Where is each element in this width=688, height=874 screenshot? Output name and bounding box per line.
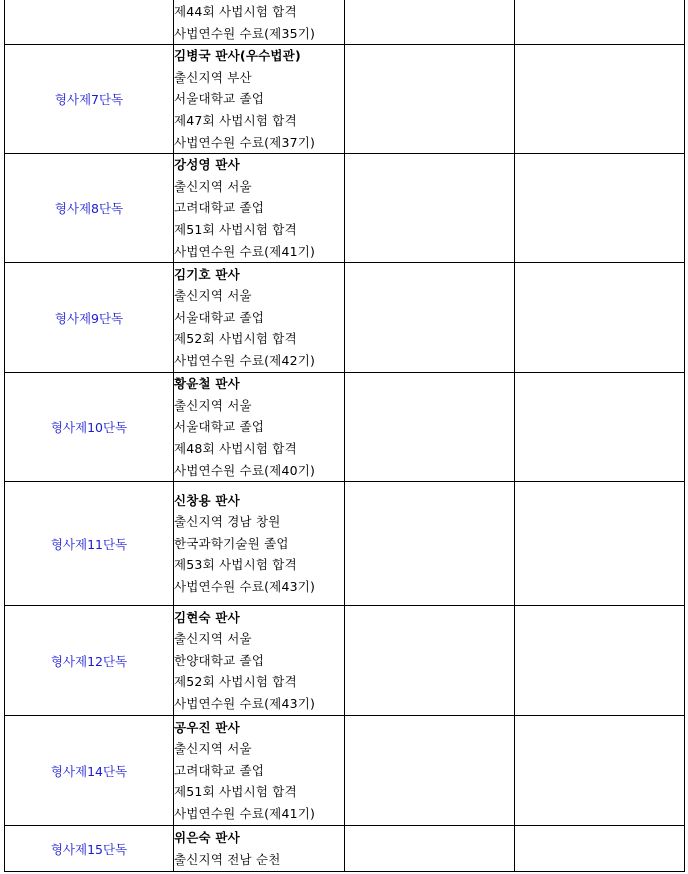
court-cell: [5, 0, 174, 45]
training-line: 사법연수원 수료(제43기): [174, 696, 316, 712]
empty-cell: [345, 263, 515, 373]
empty-cell: [345, 716, 515, 826]
empty-cell: [345, 482, 515, 606]
judge-name: 신창용 판사: [174, 492, 240, 508]
court-cell: 형사제7단독: [5, 45, 174, 154]
judge-table: [4, 0, 685, 872]
empty-cell: [515, 373, 685, 482]
empty-cell: [515, 45, 685, 154]
empty-cell: [345, 45, 515, 154]
table-row: [5, 606, 685, 716]
exam-line: 제44회 사법시험 합격: [174, 4, 297, 19]
judge-name: 강성영 판사: [174, 157, 240, 173]
school-line: 고려대학교 졸업: [174, 200, 265, 216]
table-row: [5, 0, 685, 45]
judge-info-cell: [174, 0, 345, 45]
court-cell: 형사제8단독: [5, 154, 174, 263]
exam-line: 제52회 사법시험 합격: [174, 674, 297, 690]
exam-line: 제53회 사법시험 합격: [174, 557, 297, 573]
empty-cell: [515, 716, 685, 826]
empty-cell: [515, 606, 685, 716]
judge-info-cell: [174, 716, 345, 826]
exam-line: 제48회 사법시험 합격: [174, 440, 297, 456]
origin-line: 출신지역 서울: [174, 397, 252, 413]
judge-info-cell: [174, 45, 345, 154]
judge-info-cell: [174, 263, 345, 373]
training-line: 사법연수원 수료(제35기): [174, 25, 316, 41]
judge-name: 김병국 판사(우수법관): [174, 48, 301, 64]
judge-name: 공우진 판사: [174, 719, 240, 735]
school-line: 서울대학교 졸업: [174, 91, 265, 107]
court-cell: 형사제15단독: [5, 826, 174, 872]
court-cell: 형사제9단독: [5, 263, 174, 373]
empty-cell: [515, 482, 685, 606]
origin-line: 출신지역 서울: [174, 178, 252, 194]
empty-cell: [345, 154, 515, 263]
table-row: [5, 154, 685, 263]
judge-name: 김현숙 판사: [174, 609, 240, 625]
school-line: 고려대학교 졸업: [174, 762, 265, 778]
training-line: 사법연수원 수료(제42기): [174, 353, 316, 369]
school-line: 서울대학교 졸업: [174, 309, 265, 325]
exam-line: 제52회 사법시험 합격: [174, 331, 297, 347]
origin-line: 출신지역 서울: [174, 288, 252, 304]
table-row: [5, 373, 685, 482]
school-line: 서울대학교 졸업: [174, 419, 265, 435]
table-row: [5, 482, 685, 606]
empty-cell: [345, 826, 515, 872]
origin-line: 출신지역 전남 순천: [174, 851, 281, 867]
judge-info-cell: [174, 482, 345, 606]
court-cell: 형사제10단독: [5, 373, 174, 482]
court-cell: 형사제12단독: [5, 606, 174, 716]
judge-name: 김기호 판사: [174, 266, 240, 282]
court-cell: 형사제11단독: [5, 482, 174, 606]
training-line: 사법연수원 수료(제41기): [174, 243, 316, 259]
empty-cell: [345, 0, 515, 45]
table-row: [5, 716, 685, 826]
judge-info-cell: [174, 826, 345, 872]
exam-line: 제51회 사법시험 합격: [174, 784, 297, 800]
origin-line: 출신지역 서울: [174, 631, 252, 647]
empty-cell: [345, 606, 515, 716]
judge-info-cell: [174, 373, 345, 482]
school-line: 한양대학교 졸업: [174, 652, 265, 668]
school-line: 한국과학기술원 졸업: [174, 535, 289, 551]
judge-name: 황윤철 판사: [174, 376, 240, 392]
exam-line: 제51회 사법시험 합격: [174, 221, 297, 237]
origin-line: 출신지역 경남 창원: [174, 514, 281, 530]
empty-cell: [515, 263, 685, 373]
origin-line: 출신지역 부산: [174, 69, 252, 85]
exam-line: 제47회 사법시험 합격: [174, 112, 297, 128]
judge-name: 위은숙 판사: [174, 830, 240, 846]
empty-cell: [515, 826, 685, 872]
training-line: 사법연수원 수료(제41기): [174, 806, 316, 822]
table-row: [5, 263, 685, 373]
training-line: 사법연수원 수료(제40기): [174, 462, 316, 478]
table-row: [5, 826, 685, 872]
judge-info-cell: [174, 154, 345, 263]
empty-cell: [515, 0, 685, 45]
court-cell: 형사제14단독: [5, 716, 174, 826]
table-row: [5, 45, 685, 154]
origin-line: 출신지역 서울: [174, 741, 252, 757]
empty-cell: [515, 154, 685, 263]
training-line: 사법연수원 수료(제37기): [174, 134, 316, 150]
judge-info-cell: [174, 606, 345, 716]
empty-cell: [345, 373, 515, 482]
training-line: 사법연수원 수료(제43기): [174, 579, 316, 595]
